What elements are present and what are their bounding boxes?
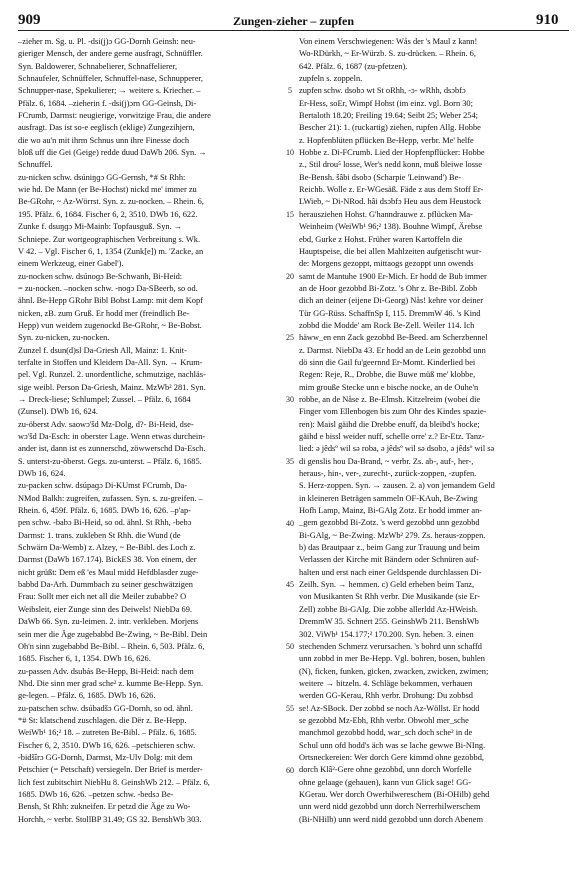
text-line: S. unterst-zu-öberst. Gegs. zu-unterst. – Pfälz. 6, 1685.: [18, 456, 202, 466]
text-line: dö sinn die Gail fu'geernnd Er-Momt. Kinderlied bei: [299, 357, 476, 367]
left-column: [18, 36, 286, 826]
text-line: Zell) zobbe Bi-GAlg. Die zobbe allerldd Az-HWeish.: [299, 604, 478, 614]
text-line: Tür GG-Rüss. SchaffnSp I, 115. DremmW 46. 's Kind: [299, 308, 481, 318]
line-number: 45: [286, 580, 294, 590]
text-line: Zunke f. dsuŋɡɔ Mi-Mainb: Topfausguß. Syn. →: [18, 222, 183, 232]
text-line: DWb 16, 624.: [18, 469, 66, 479]
text-line: V 42. – Vgl. Fischer 6, 1, 1354 (Zunk[e]) m. 'Zacke, an: [18, 246, 204, 256]
text-line: Bensh, St Rhh: zukneifen. Er petzd die Äge zu Wo-: [18, 802, 191, 812]
text-line: Von einem Verschwiegenen: Wås der 's Maul z kann!: [299, 37, 478, 46]
text-line: zu-packen schw. dsúpaɡɔ Di-KUmst FCrumb, Da-: [18, 481, 188, 491]
text-line: Hepp) vun weidem zugenockd Be-GRohr, ~ Be-Bobst.: [18, 320, 202, 330]
text-line: Finger vom Ellenbogen bis zum Ohr des Kindes spazie-: [299, 407, 487, 417]
text-line: (N), ficken, funken, gicken, zwacken, zwicken, zwimen;: [299, 666, 489, 676]
text-line: stechenden Schmerz verursachen. 's bohrd unn schaffd: [299, 641, 482, 651]
text-line: se gezobbd Mz-Ebh, Rhh verbr. Obwohl mer_sche: [299, 715, 469, 725]
page-number-left: 909: [18, 12, 41, 28]
text-line: häww_en enn Zack gezobbd Be-Beed. am Scherzbennel: [299, 333, 488, 343]
text-line: nicken, zB. zum Gruß. Er hodd mer (freindlich Be-: [18, 308, 190, 318]
text-line: weitere → bitzeln. 4. Schläge bekommen, verhauen: [299, 678, 473, 688]
text-line: *# St: klatschend zuschlagen. die Dër z. Be-Hepp.: [18, 715, 187, 725]
text-line: → Dreck-liese; Schlumpel; Zussel. – Pfälz. 6, 1684: [18, 394, 191, 404]
text-line: b) das Brautpaar z., beim Gang zur Trauung und beim: [299, 543, 480, 553]
text-line: Schnuffel.: [18, 160, 53, 170]
text-line: unn werd nidd gezobbd unn dorch Nerrerhilwerschem: [299, 802, 481, 812]
text-line: 302. ViWb¹ 154.177;² 170.200. Syn. heben. 3. einen: [299, 629, 474, 639]
text-line: 195. Pfälz. 6, 1684. Fischer 6, 2, 3510. DWb 16, 622.: [18, 209, 198, 219]
text-line: lich fest zubitschirt NiebHu 8. GeinshWb 212. – Pfälz. 6,: [18, 777, 210, 787]
text-line: sein mer die Äge zugebabbd Be-Zwing, ~ Be-Bibl. Dein: [18, 629, 208, 639]
line-number: 60: [286, 765, 294, 775]
line-number: 5: [288, 86, 292, 96]
text-line: ander ist, dann ist es zunnerschd, zöwwerschd Da-Esch.: [18, 444, 206, 454]
text-line: de: Morgens gezoppt, mittaogs gezoppt unn owends: [299, 259, 474, 269]
text-line: Horchh, ~ verbr. StollBP 31.49; GS 32. BenshWb 303.: [18, 814, 202, 824]
text-line: terfalte in Stoffen und Kleidern Da-All. Syn. → Krum-: [18, 357, 203, 367]
text-line: Reichb. Wolle z. Er-WGesäß. Fäde z aus dem Stoff Er-: [299, 185, 484, 195]
text-line: S. Herz-zoppen. Syn. → zausen. 2. a) von jemandem Geld: [299, 481, 495, 491]
text-line: Bescher 21): 1. (ruckartig) ziehen, rupfen Allg. Hobbe: [299, 123, 481, 133]
text-line: mim grouße Stecke unn e bische nocke, an de Ouhe'n: [299, 382, 479, 392]
text-line: ausfragt. Das ist so-e eeglisch (eklige) Zungezihjern,: [18, 123, 195, 133]
text-line: Schnaufeler, Schnüffeler, Schnuffel-nase, Schnupperer,: [18, 74, 203, 84]
text-line: 642. Pfälz. 6, 1687 (zu-pfetzen).: [299, 61, 408, 71]
text-line: die wo au'n mit ihrm Schnus unn ihre Finesse doch: [18, 135, 190, 145]
text-line: = zu-nocken. –nocken schw. -noɡɔ Da-SBeerb, so od.: [18, 283, 198, 293]
text-line: unn zobbd in mer Be-Hepp. Vgl. bohren, bosen, buhlen: [299, 654, 485, 664]
text-line: herausziehen Hohst. G'hanndrauwe z. pflücken Ma-: [299, 209, 473, 219]
text-line: Rhein. 6, 459f. Pfälz. 6, 1685. DWb 16, 626. –p'ap-: [18, 506, 191, 516]
text-line: gieriger Mensch, der andere gerne ausfragt, Schnüffler.: [18, 49, 203, 59]
text-line: zu-öberst Adv. saowɔ'šd Mz-Dolg, d?- Bi-Heid, dse-: [18, 419, 194, 429]
text-line: Syn. Baldowerer, Schnabelierer, Schnaffelierer,: [18, 61, 178, 71]
text-line: dorch Klâ²-Gere ohne gezobbd, unn dorch Worfelle: [299, 765, 472, 775]
text-line: zu-nicken schw. dsúniŋɡɔ GG-Gernsh, *# St Rhh:: [18, 172, 186, 182]
text-line: Ortsneckereien: Wer dorch Gere kimmd ohne gezobbd,: [299, 752, 484, 762]
line-number: 20: [286, 271, 294, 281]
text-line: Hofh Lamp, Mainz, Bi-GAlg Zotz. Er hodd immer an-: [299, 506, 483, 516]
text-line: Verlassen der Kirche mit Bändern oder Schnüren auf-: [299, 555, 479, 565]
text-line: FCrumb, Darmst: neugierige, vorwitzige Frau, die andere: [18, 111, 211, 121]
text-line: zupfen schw. dsobɔ wt St oRhh, -ɔ- wRhh, dsɔbfɔ: [299, 86, 466, 96]
text-line: an de Hoor gezobbd Bi-Zotz. 's Ohr z. Be-Bibl. Zobb: [299, 283, 478, 293]
text-line: nicht grüßt: Dem eß 'es Maul midd Hefdblasder zuge-: [18, 567, 199, 577]
text-line: WeiWb¹ 16;² 18. – zutreten Be-Bibl. – Pfälz. 6, 1685.: [18, 728, 197, 738]
line-number: 10: [286, 148, 294, 158]
text-line: Pfälz. 6, 1684. –zieherin f. -dsi(j)ɔrn GG-Geinsh, Di-: [18, 98, 197, 108]
text-line: pen schw. -babɔ Bi-Heid, so od. ähnl. St Rhh, -bebɔ: [18, 518, 192, 528]
text-line: z., Stil drou⁵ losse, Wer's nedd konn, muß bleiwe losse: [299, 160, 482, 170]
text-line: Nhd. Die sinn mer grad sche² z. kumme Be-Hepp. Syn.: [18, 678, 204, 688]
text-line: Be-Bensh. šâbi dsobɔ (Scharpie 'Leinwand') Be-: [299, 172, 462, 182]
header-rule: [18, 30, 569, 31]
text-line: z. Darmst. NiebDa 43. Er hodd an de Lein gezobbd unn: [299, 345, 486, 355]
text-line: zu-patschen schw. dsúbadšɔ GG-Dornh, so od. ähnl.: [18, 703, 193, 713]
text-line: zupfeln s. zoppeln.: [299, 74, 363, 84]
text-line: werden GG-Kerau, Rhh verbr. Drohung: Du zobbsd: [299, 691, 473, 701]
text-line: Fischer 6, 2, 3510. DWb 16, 626. –petschieren schw.: [18, 740, 196, 750]
text-line: z. Hopfenblüten pflücken Be-Hepp, verbr. Me' helfe: [299, 135, 474, 145]
text-line: einem Werkzeug, einer Gabel').: [18, 259, 124, 269]
right-column: [299, 36, 569, 826]
text-line: (Zunsel). DWb 16, 624.: [18, 407, 99, 417]
text-line: Darmst (DaWb 167.174). BickES 38. Von einem, der: [18, 555, 197, 565]
text-line: –zieher m. Sg. u. Pl. -dsi(j)ɔ GG-Dornh Geinsh: neu-: [18, 37, 196, 46]
text-line: gäihd e bissl weider nuff, schelle orre' z.? Er-Etz. Tanz-: [299, 432, 485, 441]
text-line: pel. Vgl. Runzel. 2. unordentliche, schmutzige, nachläs-: [18, 370, 206, 380]
line-number: 40: [286, 518, 294, 528]
text-line: Zeilh. Syn. → hemmen. c) Geld erheben beim Tanz,: [299, 580, 475, 590]
running-head: Zungen-zieher – zupfen: [232, 14, 355, 28]
text-line: wie hd. De Mann (er Be-Hochst) nickd me' immer zu: [18, 185, 197, 195]
text-line: samt de Mantuhe 1900 Er-Mich. Er hodd de Bub immer: [299, 271, 487, 281]
text-line: zobbd die Modde' am Rock Be-Zell. Weiler 114. Ich: [299, 320, 475, 330]
text-line: ren): Maisl gäihd die Drebbe enuff, da bleibd's hocke;: [299, 419, 480, 429]
text-line: Syn. zu-nicken, zu-nocken.: [18, 333, 110, 343]
line-number: 25: [286, 333, 294, 343]
text-line: 1685. DWb 16, 626. –petzen schw. -bedsɔ Be-: [18, 789, 174, 799]
text-line: Bertaloth 18.20; Freiling 19.64; Seibt 25; Weber 254;: [299, 111, 478, 121]
text-line: Hobbe z. Di-FCrumb. Lied der Hopfenpflücker: Hobbe: [299, 148, 485, 158]
text-line: Hauptspeise, die bei allen Mahlzeiten aufgetischt wur-: [299, 246, 482, 256]
text-line: Er-Hess, soEr, Wimpf Hohst (im einz. vgl. Born 30;: [299, 98, 473, 108]
text-line: DaWb 66. Syn. zu-leimen. 2. intr. verkleben. Morjens: [18, 617, 199, 627]
line-number: 15: [286, 209, 294, 219]
text-line: halten und erst nach einer Geldspende durchlassen Di-: [299, 567, 482, 577]
text-line: wɔ'šd Da-Esch: in oberster Lage. Wenn etwas durchein-: [18, 432, 206, 441]
text-line: se! Az-SBock. Der zobbd se noch Az-Wöllst. Er hodd: [299, 703, 480, 713]
text-line: Frau: Sollt mer eich net all die Meiler zubabbe? O: [18, 592, 187, 602]
text-line: heraus-, hin-, ver-, zurecht-, zurück-zoppen, -zupfen.: [299, 469, 477, 479]
text-line: bloß uff die Gei (Geige) redde duud DaWb 206. Syn. →: [18, 148, 207, 158]
line-number: 55: [286, 703, 294, 713]
text-line: Wo-RDürkh, ~ Er-Würzb. S. zu-drücken. – Rhein. 6,: [299, 49, 476, 59]
text-line: Schwärn Da-Wemb) z. Alzey, ~ Be-Bibl. des Loch z.: [18, 543, 196, 553]
text-line: manchmol gezobbd hodd, war_sch doch sche² in de: [299, 728, 473, 738]
text-line: babbd Da-Arh. Dummbach zu seiner geschwätzigen: [18, 580, 193, 590]
text-line: zu-nocken schw. dsúnoɡɔ Be-Schwanh, Bi-Heid:: [18, 271, 183, 281]
text-line: _gem gezobbd Bi-Zotz. 's werd gezobbd unn gezobbd: [299, 518, 480, 528]
text-line: -bidšîrɔ GG-Dornh, Darmst, Mz-Ulv Dolg: mit dem: [18, 752, 193, 762]
text-line: Weinheim (WeiWb¹ 96;² 138). Bouhne Wimpf, Ärebse: [299, 222, 483, 232]
text-line: Bi-GAlg, ~ Be-Zwing. MzWb² 279. Zs. heraus-zoppen.: [299, 530, 486, 540]
text-line: ähnl. Be-Hepp GRohr Bibl Bobst Lamp: mit dem Kopf: [18, 296, 203, 306]
text-line: NMod Balkh: zugreifen, zufassen. Syn. s. zu-greifen. –: [18, 493, 203, 503]
text-line: Schul unn ofd hodd's äch was se lache gewwe Bi-NIng.: [299, 740, 486, 750]
text-line: DremmW 35. Schnert 255. GeinshWb 211. BenshWb: [299, 617, 479, 627]
text-line: KGerau. Wer dorch Owerhilwereschem (Bi-OHilb) gehd: [299, 789, 490, 799]
text-line: Petschier (= Petschaft) versiegeln. Der Brief is merder-: [18, 765, 203, 775]
page-number-right: 910: [536, 12, 559, 28]
text-line: von Musikanten St Rhh verbr. Die Musikande (sie Er-: [299, 592, 481, 602]
text-line: Schnupper-nase, Spekulierer; → weitere s. Kriecher. –: [18, 86, 201, 96]
text-line: dich an deiner (eijene Di-Georg) Nås! kehre vor deiner: [299, 296, 484, 306]
text-line: ge-legen. – Pfälz. 6, 1685. DWb 16, 626.: [18, 691, 156, 701]
line-number: 50: [286, 642, 294, 652]
text-line: ebd, Gurke z Hohst. Früher waren Kartoffeln die: [299, 234, 463, 244]
text-line: LWieb, ~ Di-NRod. hâi dsɔbfɔ Heu aus dem Heustock: [299, 197, 482, 207]
text-line: sige weibl. Person Da-Griesh, Mainz. MzWb² 281. Syn.: [18, 382, 206, 392]
text-line: in kleineren Beträgen sammeln OF-KAuh, Be-Zwing: [299, 493, 478, 503]
text-line: Darmst: 1. trans. zukleben St Rhh. die Wund (de: [18, 530, 181, 540]
text-line: Zunzel f. dsun(d)sl Da-Griesh All, Mainz: 1. Knit-: [18, 345, 187, 355]
text-line: 1685. Fischer 6, 1, 1354. DWb 16, 626.: [18, 654, 151, 664]
text-line: ohne gelaage (gehauen), kann vun Glick sage! GG-: [299, 777, 472, 787]
text-line: (Bi-NHilb) unn werd nidd gezobbd unn dorch Abenem: [299, 814, 483, 824]
text-line: Be-GRohr, ~ Az-Wörrst. Syn. z. zu-nocken. – Rhein. 6,: [18, 197, 204, 207]
text-line: Regen: Reje, R., Drobbe, die Buwe müß me' klobbe,: [299, 370, 476, 380]
text-line: Weibsleit, eier Zunge sinn des Deiwels! NiebDa 69.: [18, 604, 192, 614]
text-line: Oh'n sinn zugebabbd Be-Bibl. – Rhein. 6, 503. Pfälz. 6,: [18, 641, 205, 651]
text-line: zu-passen Adv. dsubás Be-Hepp, Bi-Heid: nach dem: [18, 666, 194, 676]
text-line: lied: ə jêdsº wil sə roba, ə jêdsº wil sə dsobɔ, ə jêdsº wil sə: [299, 444, 495, 454]
line-number: 30: [286, 395, 294, 405]
line-number: 35: [286, 456, 294, 466]
text-line: robbe, an de Nåse z. Be-Elmsh. Kitzelreim (wobei die: [299, 394, 481, 404]
text-line: Schniepe. Zur wortgeographischen Verbreitung s. Wk.: [18, 234, 201, 244]
text-line: di genslis hou Da-Brand, ~ verbr. Zs. ab-, auf-, her-,: [299, 456, 474, 466]
